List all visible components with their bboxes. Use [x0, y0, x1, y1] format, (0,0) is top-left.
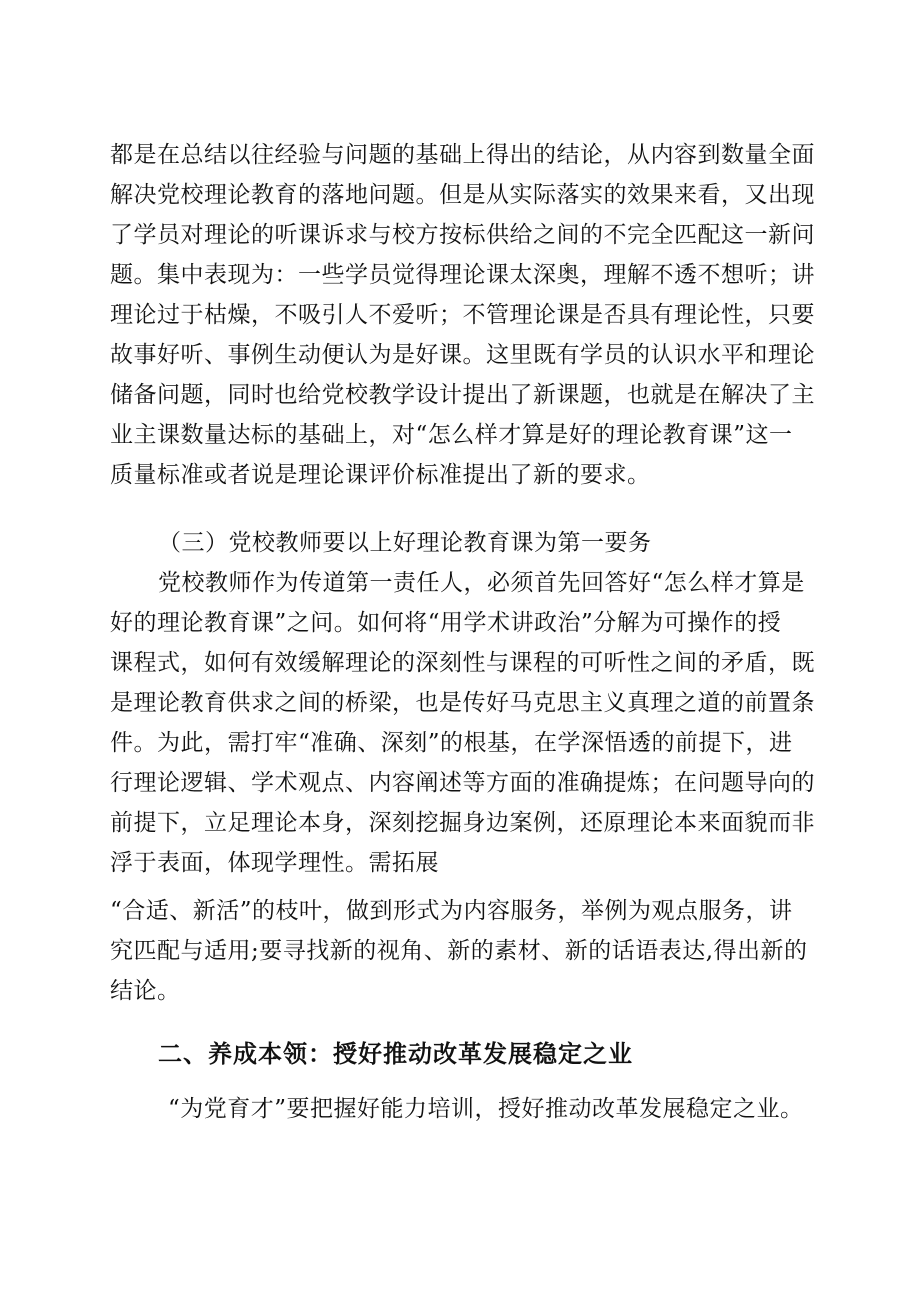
text-line: 解决党校理论教育的落地问题。但是从实际落实的效果来看，又出现 [110, 182, 815, 208]
text-line: 质量标准或者说是理论课评价标准提出了新的要求。 [110, 462, 651, 488]
text-line: 前提下，立足理论本身，深刻挖掘身边案例，还原理论本来面貌而非 [110, 810, 815, 836]
text-line: “合适、新活”的枝叶，做到形式为内容服务，举例为观点服务，讲 [110, 898, 793, 924]
text-line: 理论过于枯燥，不吸引人不爱听；不管理论课是否具有理论性，只要 [110, 302, 815, 328]
text-line: 件。为此，需打牢“准确、深刻”的根基，在学深悟透的前提下，进 [110, 730, 793, 756]
text-line: 党校教师作为传道第一责任人，必须首先回答好“怎么样才算是 [158, 570, 805, 596]
text-line: 了学员对理论的听课诉求与校方按标供给之间的不完全匹配这一新问 [110, 222, 815, 248]
subheading: （三）党校教师要以上好理论教育课为第一要务 [158, 530, 652, 556]
text-line: 浮于表面，体现学理性。需拓展 [110, 850, 439, 876]
text-line: 业主课数量达标的基础上，对“怎么样才算是好的理论教育课”这一 [110, 422, 793, 448]
text-line: 究匹配与适用;要寻找新的视角、新的素材、新的话语表达,得出新的 [110, 938, 808, 964]
text-line: 好的理论教育课”之问。如何将“用学术讲政治”分解为可操作的授 [110, 610, 782, 636]
text-line: 行理论逻辑、学术观点、内容阐述等方面的准确提炼；在问题导向的 [110, 770, 815, 796]
text-line: “为党育才”要把握好能力培训，授好推动改革发展稳定之业。 [168, 1096, 804, 1122]
text-line: 结论。 [110, 978, 181, 1004]
text-line: 故事好听、事例生动便认为是好课。这里既有学员的认识水平和理论 [110, 342, 815, 368]
section-heading: 二、养成本领：授好推动改革发展稳定之业 [158, 1040, 633, 1068]
text-line: 是理论教育供求之间的桥梁，也是传好马克思主义真理之道的前置条 [110, 690, 815, 716]
text-line: 课程式，如何有效缓解理论的深刻性与课程的可听性之间的矛盾，既 [110, 650, 815, 676]
text-line: 储备问题，同时也给党校教学设计提出了新课题，也就是在解决了主 [110, 382, 815, 408]
text-line: 都是在总结以往经验与问题的基础上得出的结论，从内容到数量全面 [110, 142, 815, 168]
text-line: 题。集中表现为：一些学员觉得理论课太深奥，理解不透不想听；讲 [110, 262, 815, 288]
